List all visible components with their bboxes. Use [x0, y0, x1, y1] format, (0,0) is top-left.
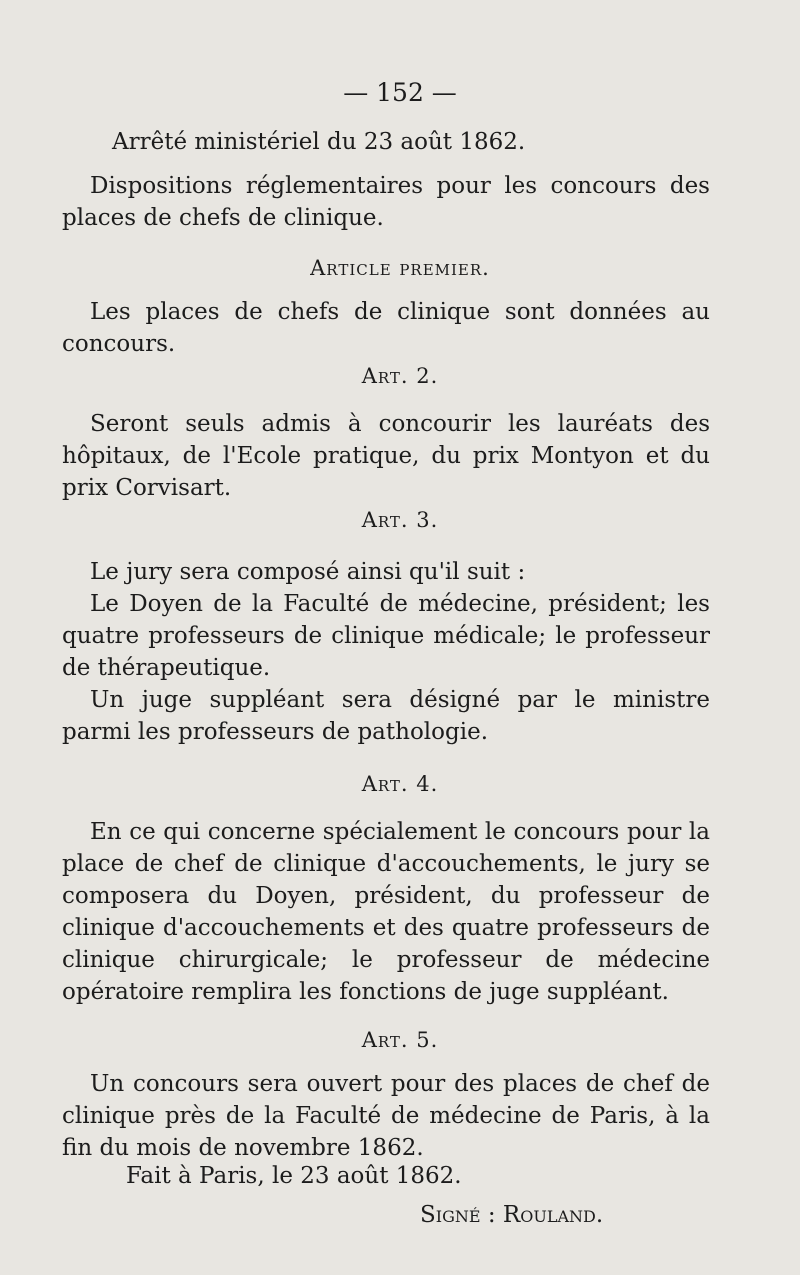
signature-text: Signé : Rouland.: [420, 1202, 604, 1228]
article-3-text-3: Un juge suppléant sera désigné par le ministre parmi les professeurs de pathologie.: [62, 687, 710, 745]
closing-line: Fait à Paris, le 23 août 1862.: [126, 1163, 462, 1189]
article-4-text: En ce qui concerne spécialement le concours pour la place de chef de clinique d'accouchements, le jury se composera du Doyen, président, du professeur de clinique d'accouchements et des quatre professeurs de clinique chirurgicale; le professeur de médecine opératoire remplira les fonctions de juge suppléant.: [62, 819, 710, 1005]
article-4-heading: Art. 4.: [361, 772, 439, 796]
signature: [420, 1202, 603, 1228]
intro-paragraph: Dispositions réglementaires pour les concours des places de chefs de clinique.: [62, 173, 710, 231]
article-1-text: Les places de chefs de clinique sont données au concours.: [62, 299, 710, 357]
article-3-heading: Art. 3.: [361, 508, 439, 532]
decree-title: Arrêté ministériel du 23 août 1862.: [112, 129, 526, 155]
article-2-text: Seront seuls admis à concourir les lauréats des hôpitaux, de l'Ecole pratique, du prix Montyon et du prix Corvisart.: [62, 411, 710, 501]
article-1-heading: Article premier.: [310, 256, 490, 280]
article-5-text: Un concours sera ouvert pour des places de chef de clinique près de la Faculté de médecine de Paris, à la fin du mois de novembre 1862.: [62, 1071, 710, 1161]
article-3-text-1: Le jury sera composé ainsi qu'il suit :: [90, 559, 526, 585]
article-2-heading: Art. 2.: [361, 364, 439, 388]
article-5-heading: Art. 5.: [361, 1028, 439, 1052]
article-3-text-2: Le Doyen de la Faculté de médecine, président; les quatre professeurs de clinique médicale; le professeur de thérapeutique.: [62, 591, 710, 681]
page-number: — 152 —: [343, 78, 457, 107]
